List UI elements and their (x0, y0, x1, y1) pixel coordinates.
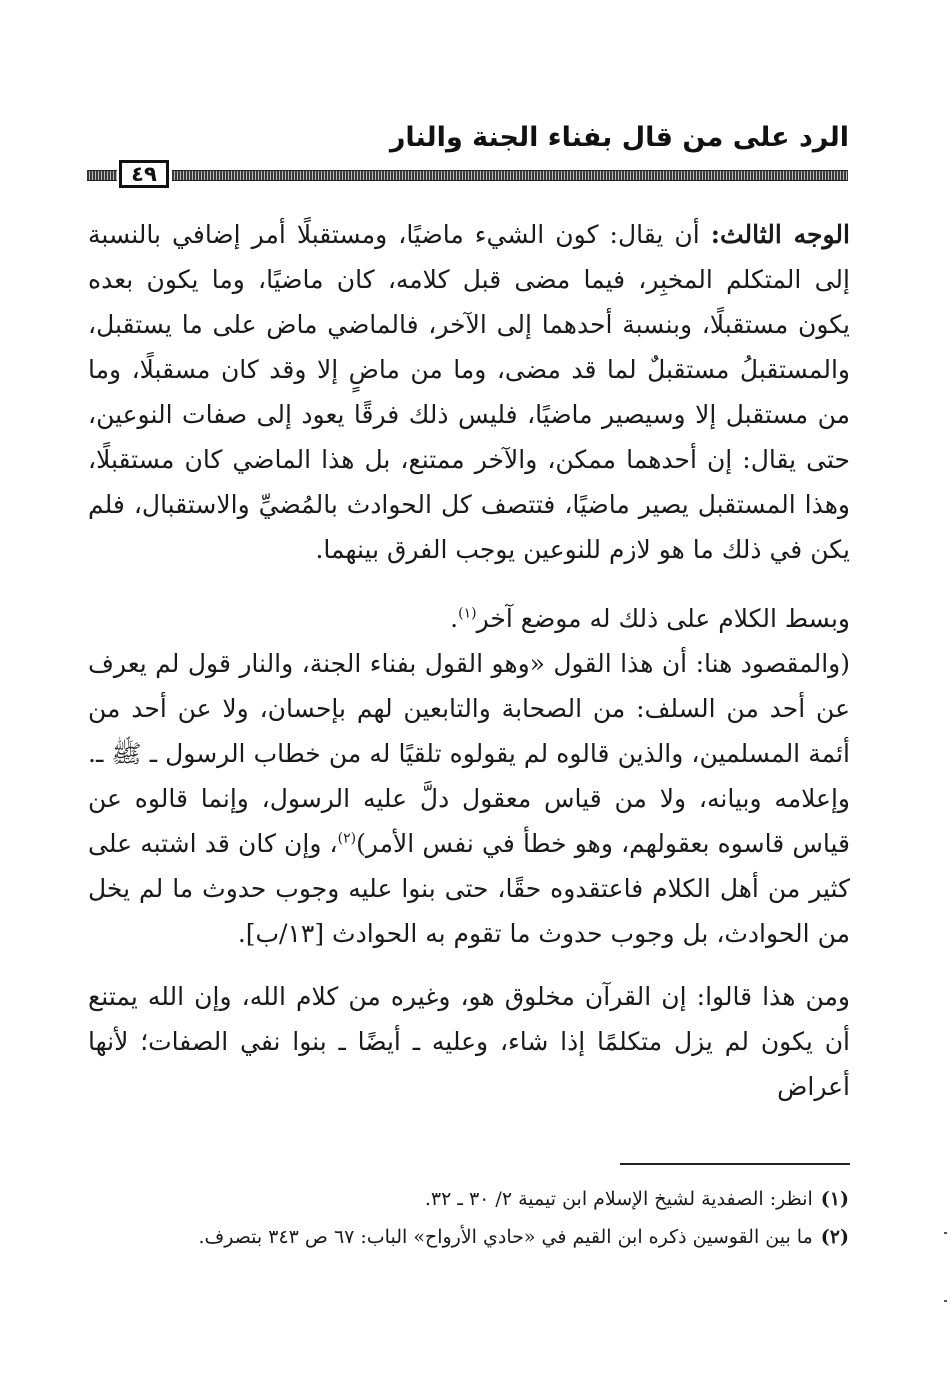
scan-edge-mark (944, 1300, 947, 1302)
footnote-number: (٢) (820, 1226, 849, 1248)
footnote-number: (١) (820, 1188, 849, 1210)
paragraph-end: . (450, 604, 459, 633)
paragraph-text: ومن هذا قالوا: إن القرآن مخلوق هو، وغيره من كلام الله، وإن الله يمتنع أن يكون لم يزل متكلمًا إذا شاء، وعليه ـ أيضًا ـ بنوا نفي الصفات؛ لأنها أعراض (88, 982, 850, 1101)
paragraph-elaboration (88, 596, 850, 641)
header-rule-left (87, 170, 117, 181)
footnote-2 (129, 1218, 849, 1256)
running-title: الرد على من قال بفناء الجنة والنار (389, 122, 849, 153)
body-text (88, 212, 850, 1109)
footnote-separator (620, 1163, 850, 1165)
paragraph-third-aspect (88, 212, 850, 572)
scan-edge-mark (944, 1232, 947, 1234)
paragraph-text: أن يقال: كون الشيء ماضيًا، ومستقبلًا أمر إضافي بالنسبة إلى المتكلم المخبِر، فيما مضى قبل كلامه، كان ماضيًا، وما يكون بعده يكون مستقبلًا، وبنسبة أحدهما إلى الآخر، فالماضي ماض على ما يستقبل، والمستقبلُ مستقبلٌ لما قد مضى، وما من ماضٍ إلا وقد كان مسقبلًا، وما من مستقبل إلا وسيصير ماضيًا، فليس ذلك فرقًا يعود إلى صفات النوعين، حتى يقال: إن أحدهما ممكن، والآخر ممتنع، بل هذا الماضي كان مستقبلًا، وهذا المستقبل يصير ماضيًا، فتتصف كل الحوادث بالمُضيِّ والاستقبال، فلم يكن في ذلك ما هو لازم للنوعين يوجب الفرق بينهما. (88, 220, 850, 564)
paragraph-text: وبسط الكلام على ذلك له موضع آخر (476, 604, 850, 633)
paragraph-text-continued: ، وإن كان قد اشتبه على كثير من أهل الكلام فاعتقدوه حقًا، حتى بنوا عليه وجوب حدوث ما لم يخل من الحوادث، بل وجوب حدوث ما تقوم به الحوادث [١٣/ب]. (88, 829, 850, 948)
paragraph-quran (88, 974, 850, 1109)
page-number: ٤٩ (119, 160, 169, 188)
paragraph-intent (88, 641, 850, 956)
footnotes (129, 1180, 849, 1256)
paragraph-text: (والمقصود هنا: أن هذا القول «وهو القول بفناء الجنة، والنار قول لم يعرف عن أحد من السلف: من الصحابة والتابعين لهم بإحسان، ولا عن أحد من أئمة المسلمين، والذين قالوه لم يقولوه تلقيًا له من خطاب الرسول ـ ﷺ ـ. وإعلامه وبيانه، ولا من قياس معقول دلَّ عليه الرسول، وإنما قالوه عن قياس قاسوه بعقولهم، وهو خطأ في نفس الأمر) (88, 649, 850, 858)
footnote-1 (129, 1180, 849, 1218)
paragraph-heading: الوجه الثالث: (710, 220, 850, 249)
footnote-text: ما بين القوسين ذكره ابن القيم في «حادي الأرواح» الباب: ٦٧ ص ٣٤٣ بتصرف. (198, 1226, 813, 1248)
footnote-ref-2[interactable]: (٢) (337, 830, 357, 847)
header-rule-right (172, 170, 848, 181)
footnote-ref-1[interactable]: (١) (458, 605, 477, 622)
footnote-text: انظر: الصفدية لشيخ الإسلام ابن تيمية ٢/ ٣٠ ـ ٣٢. (424, 1188, 813, 1210)
